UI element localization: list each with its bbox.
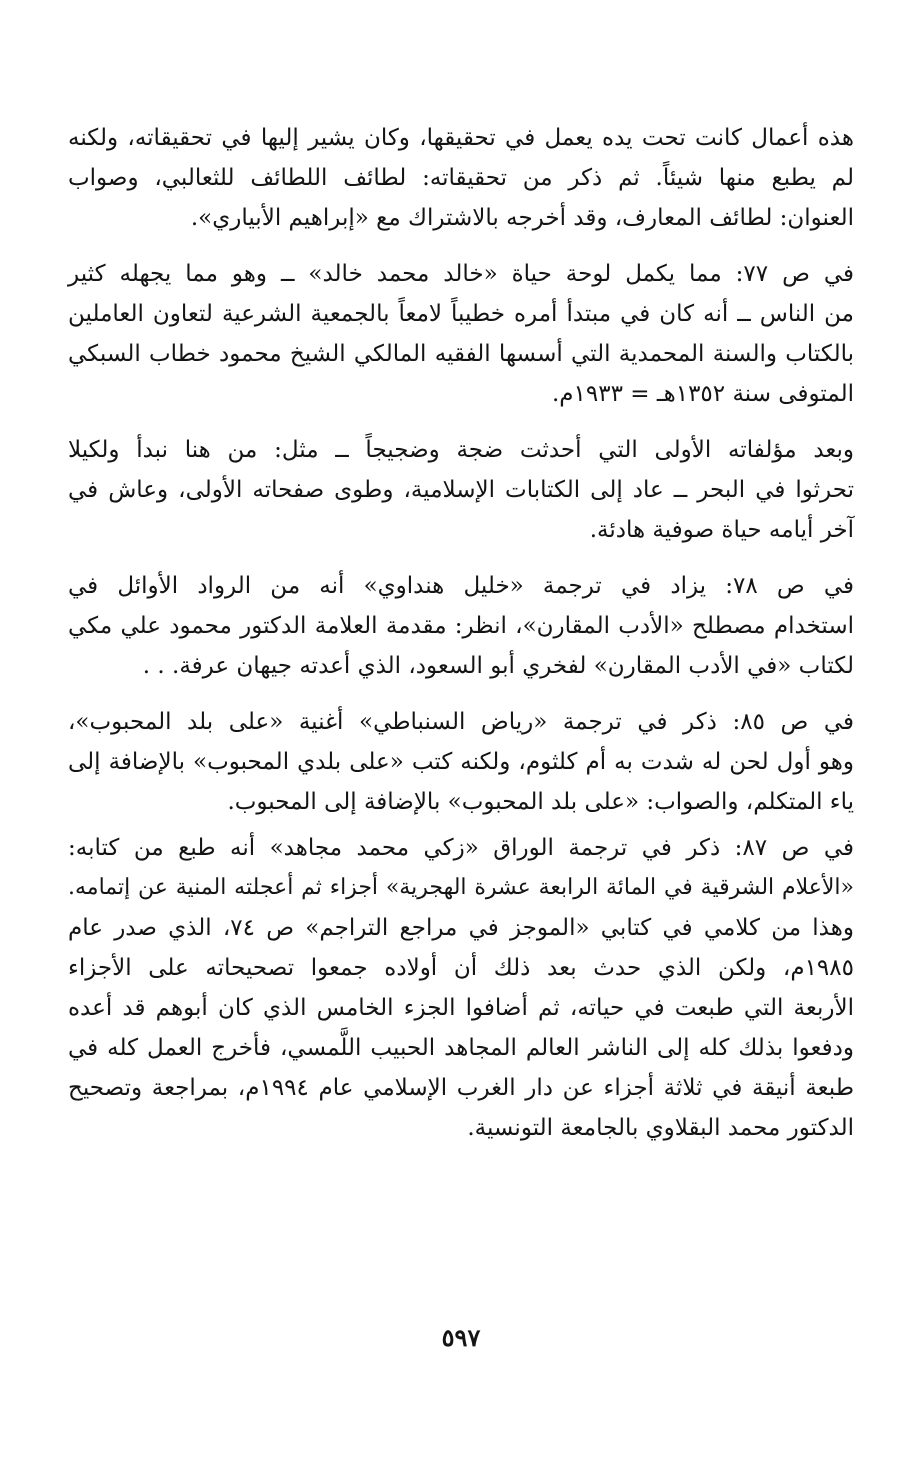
paragraph (68, 702, 854, 822)
text-line: لكتاب «في الأدب المقارن» لفخري أبو السعود، الذي أعدته جيهان عرفة. . . (142, 653, 854, 679)
paragraph (68, 828, 854, 1148)
paragraph (68, 430, 854, 550)
text-line: الدكتور محمد البقلاوي بالجامعة التونسية. (467, 1115, 854, 1141)
paragraph-spacer (68, 550, 854, 566)
text-line: من الناس ــ أنه كان في مبتدأ أمره خطيباً لامعاً بالجمعية الشرعية لتعاون العاملين (68, 301, 854, 327)
text-line: وبعد مؤلفاته الأولى التي أحدثت ضجة وضجيجاً ــ مثل: من هنا نبدأ ولكيلا (68, 437, 854, 463)
text-line: ودفعوا بذلك كله إلى الناشر العالم المجاهد الحبيب اللَّمسي، فأخرج العمل كله في (68, 1035, 854, 1061)
paragraph (68, 566, 854, 686)
text-line: في ص ٨٧: ذكر في ترجمة الوراق «زكي محمد مجاهد» أنه طبع من كتابه: (68, 835, 854, 861)
text-line: هذه أعمال كانت تحت يده يعمل في تحقيقها، وكان يشير إليها في تحقيقاته، ولكنه (68, 125, 854, 151)
text-line: آخر أيامه حياة صوفية هادئة. (589, 517, 854, 543)
text-line: ١٩٨٥م، ولكن الذي حدث بعد ذلك أن أولاده جمعوا تصحيحاته على الأجزاء (68, 955, 854, 981)
text-line: الأربعة التي طبعت في حياته، ثم أضافوا الجزء الخامس الذي كان أبوهم قد أعده (68, 995, 854, 1021)
text-line: بالكتاب والسنة المحمدية التي أسسها الفقيه المالكي الشيخ محمود خطاب السبكي (68, 341, 854, 367)
text-line: في ص ٧٧: مما يكمل لوحة حياة «خالد محمد خالد» ــ وهو مما يجهله كثير (68, 261, 855, 287)
text-line: طبعة أنيقة في ثلاثة أجزاء عن دار الغرب الإسلامي عام ١٩٩٤م، بمراجعة وتصحيح (68, 1075, 855, 1101)
paragraph (68, 118, 854, 238)
paragraph-spacer (68, 414, 854, 430)
text-line: ياء المتكلم، والصواب: «على بلد المحبوب» بالإضافة إلى المحبوب. (227, 789, 854, 815)
paragraph-spacer (68, 686, 854, 702)
page-number: ٥٩٧ (441, 1323, 481, 1352)
text-line: في ص ٨٥: ذكر في ترجمة «رياض السنباطي» أغنية «على بلد المحبوب»، (68, 709, 855, 735)
text-line: «الأعلام الشرقية في المائة الرابعة عشرة الهجرية» أجزاء ثم أعجلته المنية عن إتمامه. (68, 875, 854, 900)
text-line: العنوان: لطائف المعارف، وقد أخرجه بالاشتراك مع «إبراهيم الأبياري». (190, 205, 854, 231)
text-line: في ص ٧٨: يزاد في ترجمة «خليل هنداوي» أنه من الرواد الأوائل في (68, 573, 855, 599)
paragraph (68, 254, 854, 414)
text-line: وهذا من كلامي في كتابي «الموجز في مراجع التراجم» ص ٧٤، الذي صدر عام (68, 915, 854, 941)
body-text (68, 118, 854, 1148)
text-line: استخدام مصطلح «الأدب المقارن»، انظر: مقدمة العلامة الدكتور محمود علي مكي (68, 613, 854, 639)
text-line: المتوفى سنة ١٣٥٢هـ = ١٩٣٣م. (551, 381, 854, 407)
text-line: تحرثوا في البحر ــ عاد إلى الكتابات الإسلامية، وطوى صفحاته الأولى، وعاش في (68, 477, 854, 503)
paragraph-spacer (68, 238, 854, 254)
text-line: وهو أول لحن له شدت به أم كلثوم، ولكنه كتب «على بلدي المحبوب» بالإضافة إلى (68, 749, 854, 775)
text-line: لم يطبع منها شيئاً. ثم ذكر من تحقيقاته: لطائف اللطائف للثعالبي، وصواب (68, 165, 854, 191)
